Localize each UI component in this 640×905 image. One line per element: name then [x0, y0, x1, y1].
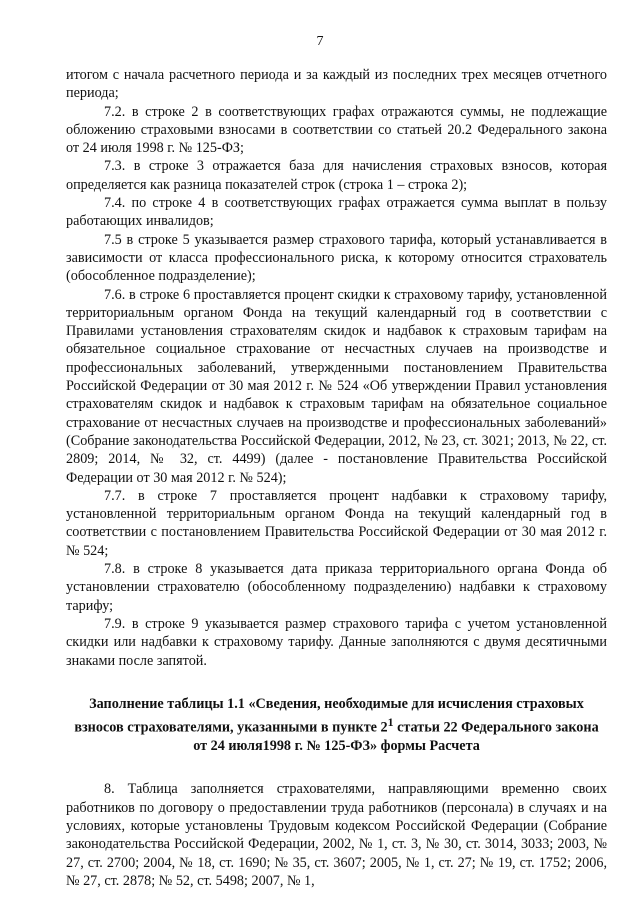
paragraph-7-3: 7.3. в строке 3 отражается база для начисления страховых взносов, которая определяется как разница показателей строк (строка 1 – строка 2);	[66, 158, 607, 193]
paragraph-7-9: 7.9. в строке 9 указывается размер страхового тарифа с учетом установленной скидки или надбавки к страховому тарифу. Данные заполняются с двумя десятичными знаками после запятой.	[66, 615, 607, 669]
paragraph-7-7: 7.7. в строке 7 проставляется процент надбавки к страховому тарифу, установленной территориальным органом Фонда на текущий календарный год в соответствии с постановлением Правительства Российской Федерации от 30 мая 2012 г. № 524;	[66, 487, 607, 559]
paragraph-8: 8. Таблица заполняется страхователями, направляющими временно своих работников по договору о предоставлении труда работников (персонала) в случаях и на условиях, которые установлены Трудовым кодексом Российской Федерации (Собрание законодательства Российской Федерации, 2002, № 1, ст. 3, № 30, ст. 3014, 3033; 2003, № 27, ст. 2700; 2004, № 18, ст. 1690; № 35, ст. 3607; 2005, № 1, ст. 27; № 19, ст. 1752; 2006, № 27, ст. 2878; № 52, ст. 5498; 2007, № 1,	[66, 781, 607, 889]
section-heading-text-end: статьи 22 Федерального закона от 24 июля1998 г. № 125-ФЗ» формы Расчета	[193, 719, 599, 755]
paragraph-7-6: 7.6. в строке 6 проставляется процент скидки к страховому тарифу, установленной территориальным органом Фонда на текущий календарный год в соответствии с Правилами установления страхователям скидок и надбавок к страховым тарифам на обязательное социальное страхование от несчастных случаев на производстве и профессиональных заболеваний, утвержденными постановлением Правительства Российской Федерации от 30 мая 2012 г. № 524 «Об утверждении Правил установления страхователям скидок и надбавок к страховым тарифам на обязательное социальное страхование от несчастных случаев на производстве и профессиональных заболеваний» (Собрание законодательства Российской Федерации, 2012, № 23, ст. 3021; 2013, № 22, ст. 2809; 2014, № 32, ст. 4499) (далее - постановление Правительства Российской Федерации от 30 мая 2012 г. № 524);	[66, 286, 607, 486]
section-heading-superscript: 1	[387, 715, 394, 730]
section-heading	[66, 695, 607, 756]
paragraph-7-8: 7.8. в строке 8 указывается дата приказа территориального органа Фонда об установлении страхователю (обособленному подразделению) надбавки к страховому тарифу;	[66, 561, 607, 614]
paragraph-continuation: итогом с начала расчетного периода и за каждый из последних трех месяцев отчетного периода;	[66, 67, 607, 102]
paragraph-7-4: 7.4. по строке 4 в соответствующих графах отражается сумма выплат в пользу работающих инвалидов;	[66, 195, 607, 230]
document-body	[66, 66, 607, 890]
page-number: 7	[316, 34, 324, 49]
section-heading-text: Заполнение таблицы 1.1 «Сведения, необходимые для исчисления страховых взносов страхователями, указанными в пункте 2	[74, 695, 584, 736]
paragraph-7-2: 7.2. в строке 2 в соответствующих графах отражаются суммы, не подлежащие обложению страховыми взносами в соответствии со статьей 20.2 Федерального закона от 24 июля 1998 г. № 125-ФЗ;	[66, 103, 607, 157]
paragraph-7-5: 7.5 в строке 5 указывается размер страхового тарифа, который устанавливается в зависимости от класса профессионального риска, к которому относится страхователь (обособленное подразделение);	[66, 231, 607, 285]
